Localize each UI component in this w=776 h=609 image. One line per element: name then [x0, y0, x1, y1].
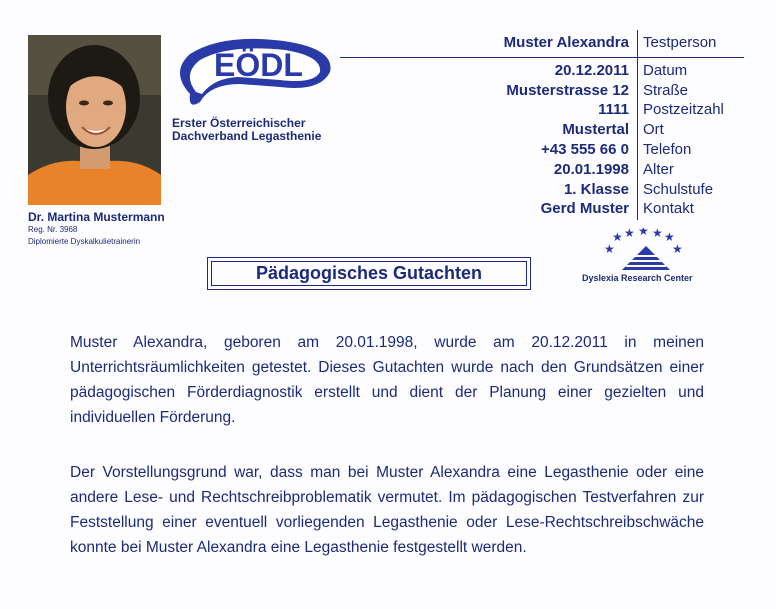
info-label: Datum	[643, 62, 688, 79]
info-label: Testperson	[643, 34, 717, 51]
document-title-box	[207, 257, 531, 290]
info-row-datum	[380, 62, 744, 82]
info-value: 20.12.2011	[554, 62, 629, 79]
info-row-ort	[380, 121, 744, 141]
info-value: Musterstrasse 12	[506, 82, 629, 99]
info-row-strasse	[380, 82, 744, 102]
info-row-postleitzahl	[380, 101, 744, 121]
star-icon: ★	[664, 230, 675, 244]
info-label: Schulstufe	[643, 181, 714, 198]
star-icon: ★	[604, 242, 615, 256]
therapist-name: Dr. Martina Mustermann	[28, 210, 165, 224]
paragraph-1: Muster Alexandra, geboren am 20.01.1998, wurde am 20.12.2011 in meinen Unterrichtsräumlichkeiten getestet. Dieses Gutachten wurde nach den Grundsätzen einer pädagogischen Förderdiagnostik erstellt und dient der Planung einer gezielten und individuellen Förderung.	[70, 334, 704, 426]
info-value: Muster Alexandra	[503, 34, 629, 51]
info-value: 1. Klasse	[563, 181, 629, 198]
therapist-title: Diplomierte Dyskalkulietrainerin	[28, 237, 141, 246]
logo-line-1: Erster Österreichischer	[172, 116, 306, 130]
document-title: Pädagogisches Gutachten	[211, 261, 527, 286]
eodl-logo-letters: EÖDL	[214, 47, 303, 83]
info-label: Kontakt	[643, 200, 694, 217]
info-value: 1111	[598, 101, 629, 118]
info-row-testperson	[380, 34, 744, 54]
star-icon: ★	[638, 228, 649, 238]
info-row-telefon	[380, 141, 744, 161]
star-icon: ★	[624, 228, 635, 240]
info-value: 20.01.1998	[553, 161, 629, 178]
info-label: Alter	[643, 161, 674, 178]
logo-line-2: Dachverband Legasthenie	[172, 129, 322, 143]
info-label: Telefon	[643, 141, 692, 158]
drc-logo-text: Dyslexia Research Center	[582, 273, 693, 283]
info-row-alter	[380, 161, 744, 181]
info-value: Gerd Muster	[540, 200, 629, 217]
info-divider-horizontal	[340, 57, 744, 58]
star-icon: ★	[652, 228, 663, 240]
star-icon: ★	[672, 242, 683, 256]
therapist-photo	[28, 35, 161, 205]
eodl-logo	[170, 32, 340, 110]
info-label: Ort	[643, 121, 664, 138]
info-value: +43 555 66 0	[540, 141, 629, 158]
therapist-registration: Reg. Nr. 3968	[28, 225, 78, 234]
paragraph-2: Der Vorstellungsgrund war, dass man bei Muster Alexandra eine Legasthenie oder eine andere Lese- und Rechtschreibproblematik vermutet. Im pädagogischen Testverfahren zur Feststellung einer eventuell vorliegenden Legasthenie oder Lese-Rechtschreibschwäche konnte bei Muster Alexandra eine Legasthenie festgestellt werden.	[70, 464, 704, 556]
info-value: Mustertal	[562, 121, 629, 138]
info-label: Straße	[643, 82, 689, 99]
info-label: Postzeitzahl	[643, 101, 724, 118]
star-icon: ★	[612, 230, 623, 244]
info-row-schulstufe	[380, 181, 744, 201]
info-row-kontakt	[380, 200, 744, 220]
